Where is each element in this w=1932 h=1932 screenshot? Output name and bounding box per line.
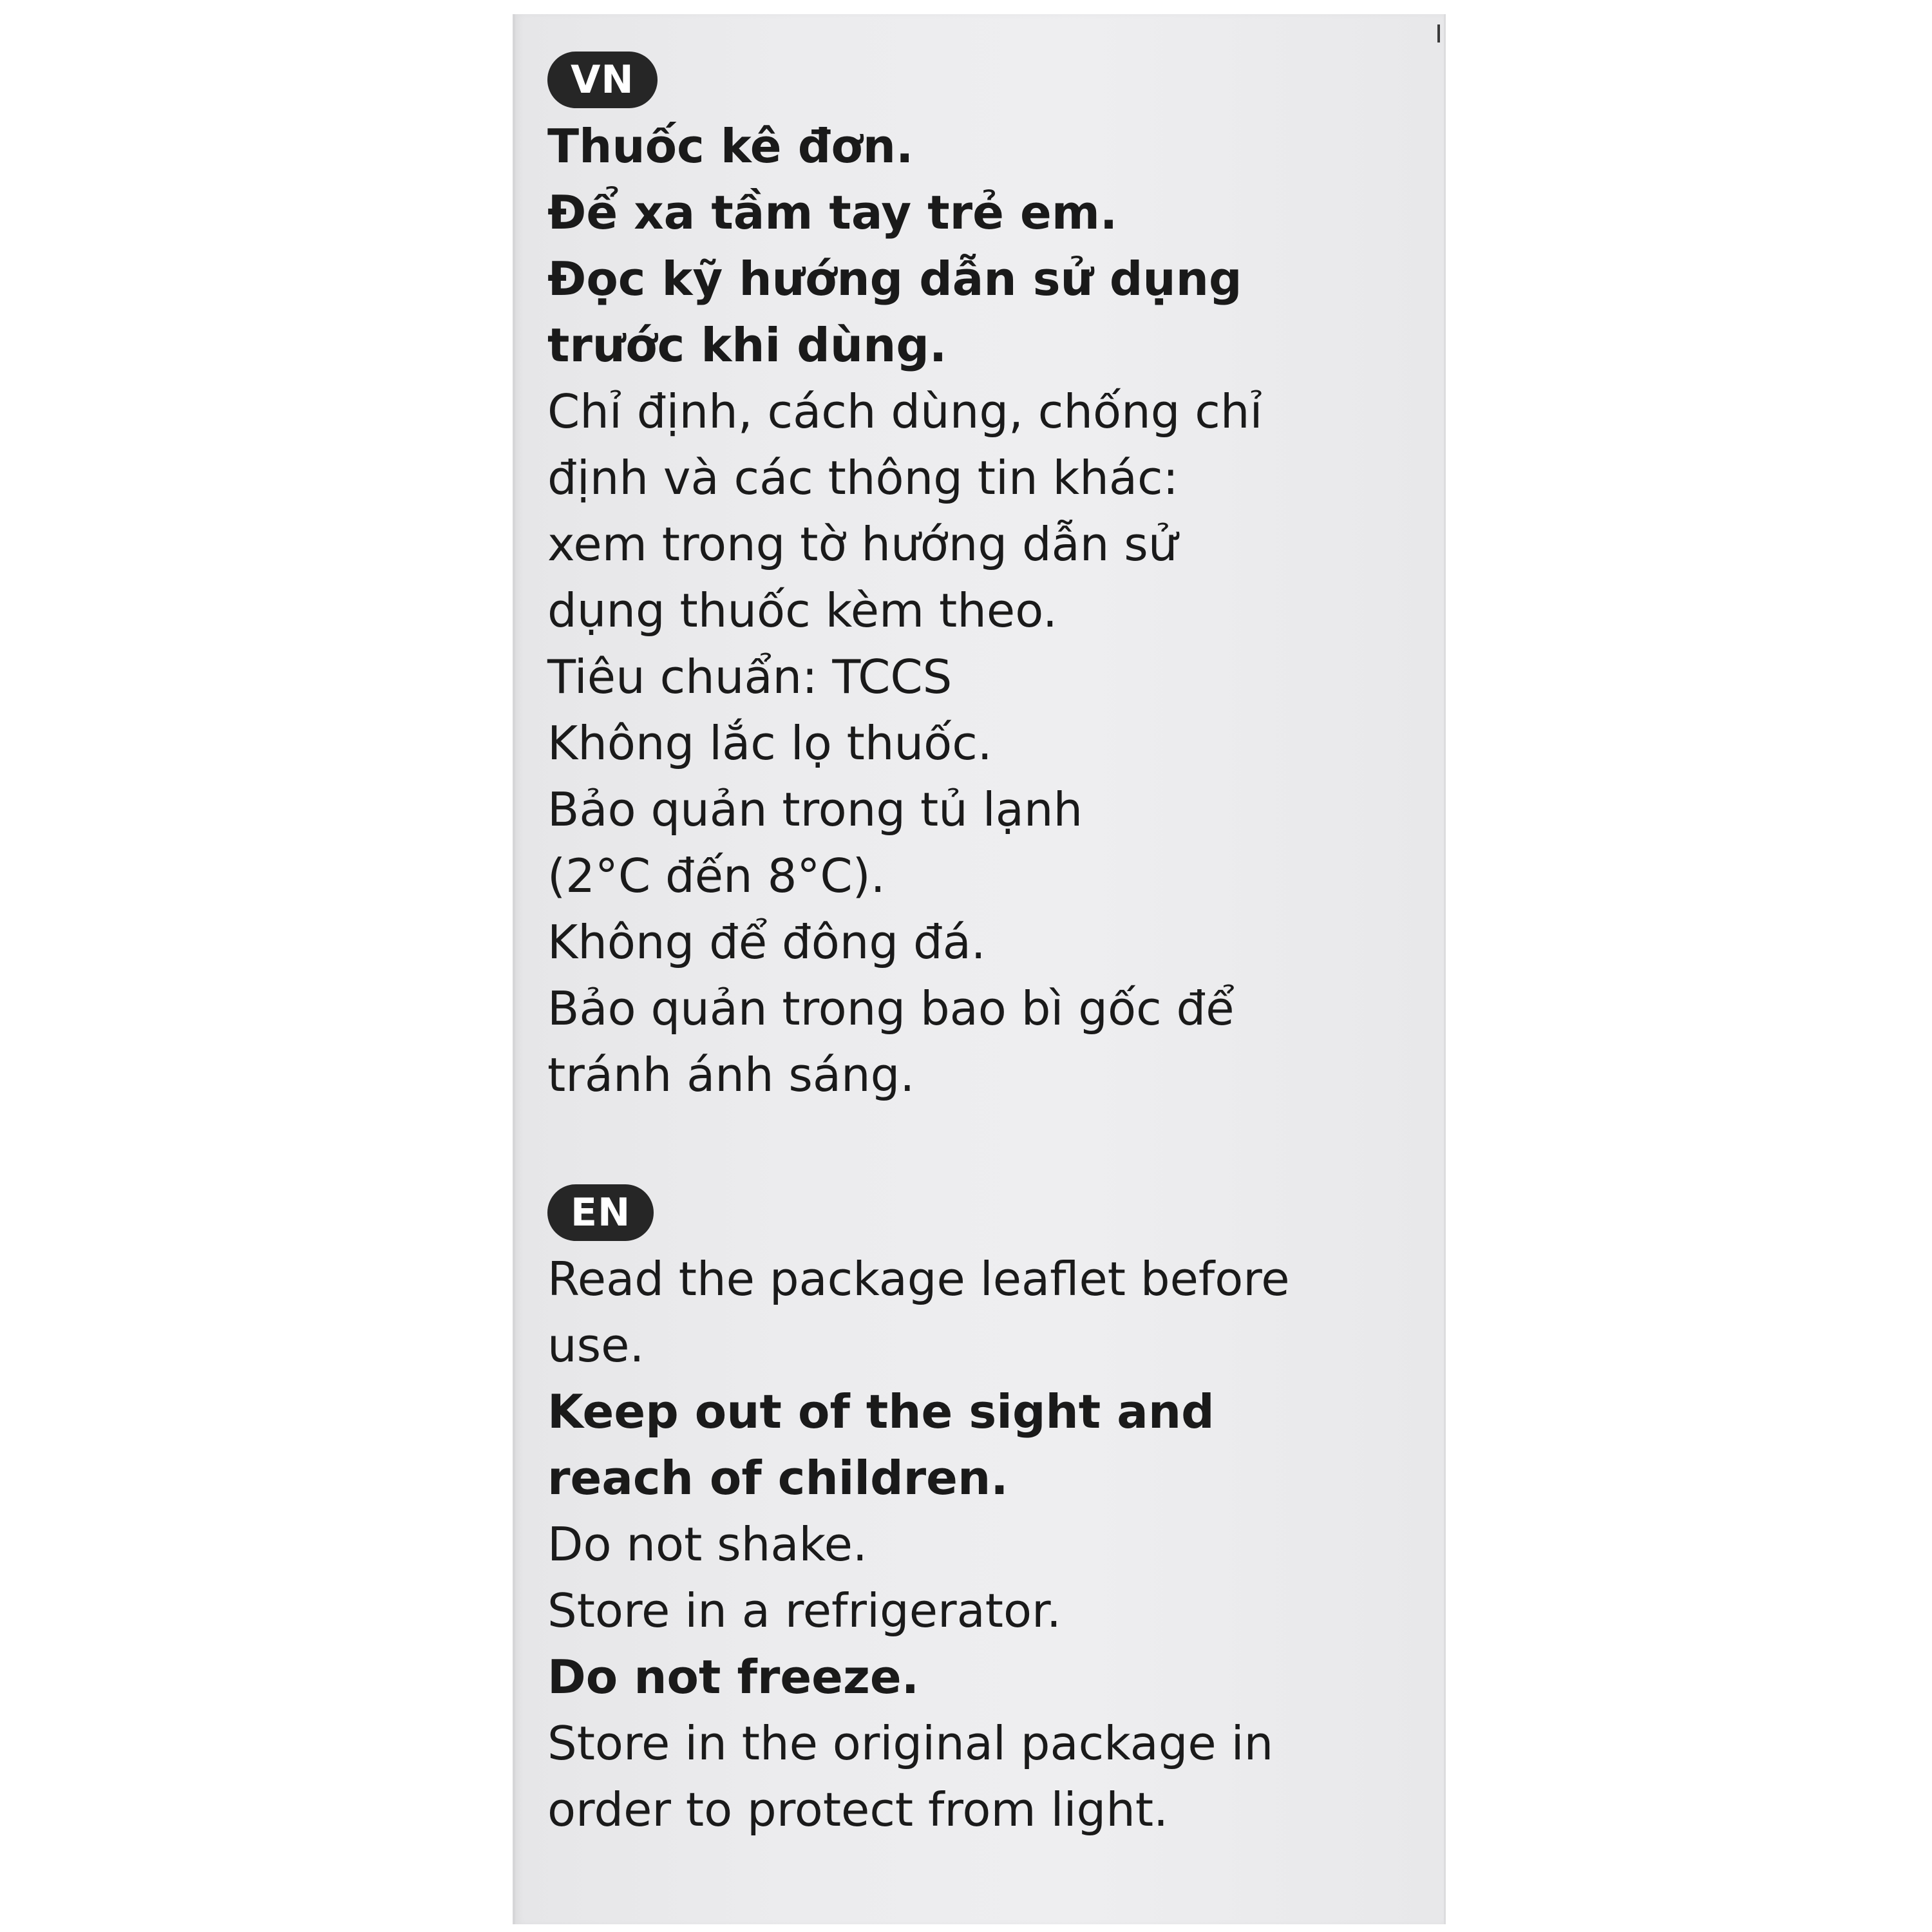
- en-line: Keep out of the sight and: [547, 1385, 1215, 1439]
- vn-line: Đọc kỹ hướng dẫn sử dụng: [547, 252, 1242, 306]
- vn-section: [547, 52, 1423, 1108]
- en-line: Store in the original package in: [547, 1716, 1274, 1770]
- vn-line: Để xa tầm tay trẻ em.: [547, 185, 1118, 240]
- vn-line: Bảo quản trong bao bì gốc để: [547, 981, 1235, 1036]
- en-section: [547, 1184, 1423, 1843]
- vn-line: Chỉ định, cách dùng, chống chỉ: [547, 384, 1263, 439]
- en-line: order to protect from light.: [547, 1783, 1168, 1837]
- vn-line: (2°C đến 8°C).: [547, 849, 886, 903]
- panel-edge-mark: [1437, 24, 1440, 43]
- vn-line: Không để đông đá.: [547, 915, 986, 969]
- vn-line: dụng thuốc kèm theo.: [547, 583, 1057, 638]
- en-line: reach of children.: [547, 1451, 1009, 1505]
- vn-language-badge: VN: [547, 52, 658, 108]
- en-line: Do not freeze.: [547, 1650, 920, 1704]
- vn-line: Thuốc kê đơn.: [547, 119, 914, 173]
- vn-line: Tiêu chuẩn: TCCS: [547, 650, 952, 704]
- vn-line: trước khi dùng.: [547, 318, 947, 372]
- en-line: Read the package leaflet before: [547, 1252, 1290, 1306]
- vn-line: xem trong tờ hướng dẫn sử: [547, 517, 1178, 571]
- vn-line: tránh ánh sáng.: [547, 1048, 915, 1102]
- label-text-block: [547, 52, 1423, 1843]
- en-line: use.: [547, 1318, 645, 1372]
- vn-line: định và các thông tin khác:: [547, 451, 1179, 505]
- en-line: Do not shake.: [547, 1517, 867, 1571]
- en-line: Store in a refrigerator.: [547, 1584, 1061, 1638]
- en-language-badge: EN: [547, 1184, 654, 1241]
- vn-line: Không lắc lọ thuốc.: [547, 716, 992, 770]
- vn-line: Bảo quản trong tủ lạnh: [547, 782, 1083, 837]
